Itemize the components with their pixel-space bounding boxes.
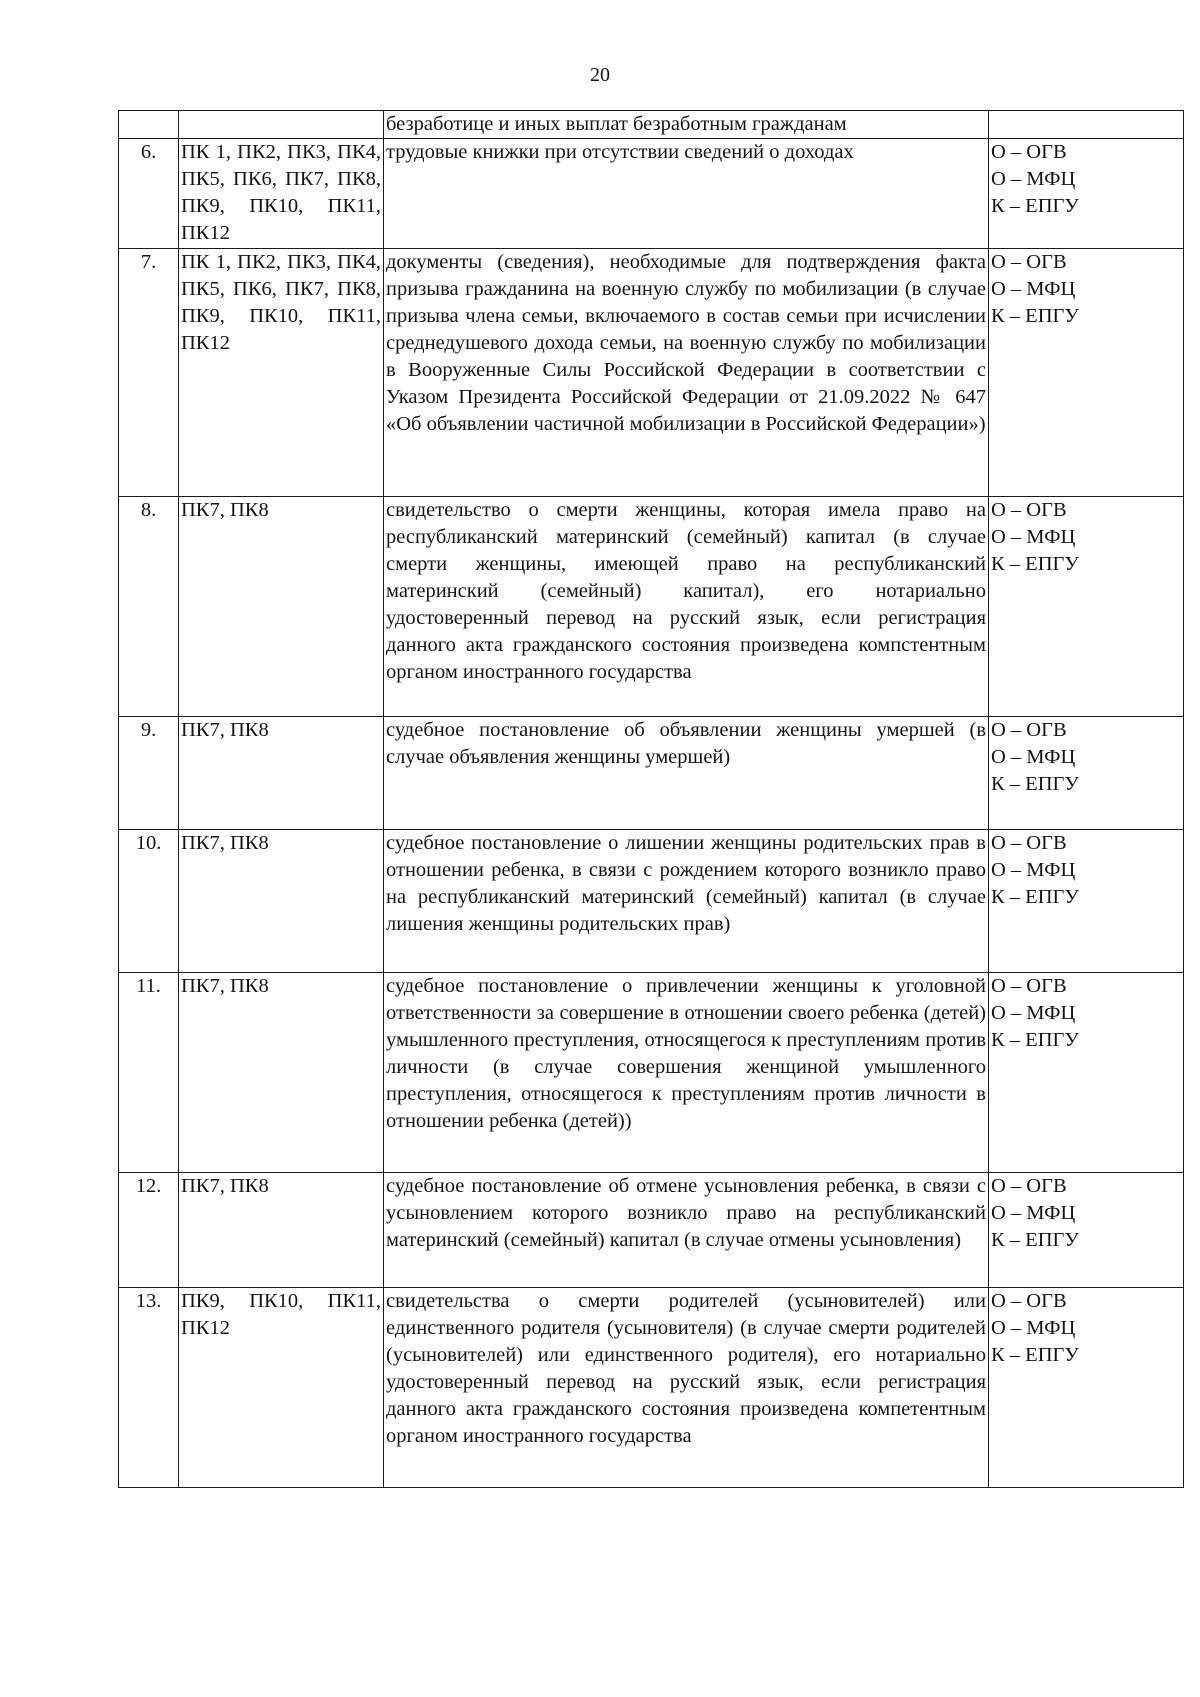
row-responsible [989, 973, 1184, 1173]
row-codes: ПК7, ПК8 [179, 497, 384, 717]
responsible-line: К – ЕПГУ [991, 1029, 1079, 1051]
responsible-line: О – МФЦ [991, 526, 1076, 548]
row-codes: ПК7, ПК8 [179, 717, 384, 830]
row-number-cell [119, 111, 179, 139]
responsible-line: О – МФЦ [991, 1002, 1076, 1024]
responsible-line: К – ЕПГУ [991, 886, 1079, 908]
row-number: 11. [119, 973, 179, 1173]
responsible-line: О – МФЦ [991, 278, 1076, 300]
row-description: трудовые книжки при отсутствии сведений о доходах [384, 139, 989, 249]
row-responsible [989, 1288, 1184, 1488]
row-codes: ПК 1, ПК2, ПК3, ПК4, ПК5, ПК6, ПК7, ПК8, ПК9, ПК10, ПК11, ПК12 [179, 139, 384, 249]
responsible-line: К – ЕПГУ [991, 553, 1079, 575]
table-row [119, 1173, 1184, 1288]
row-number: 8. [119, 497, 179, 717]
responsible-line: О – ОГВ [991, 1290, 1067, 1312]
row-description: судебное постановление об объявлении женщины умершей (в случае объявления женщины умершей) [384, 717, 989, 830]
responsible-line: К – ЕПГУ [991, 305, 1079, 327]
row-codes: ПК 1, ПК2, ПК3, ПК4, ПК5, ПК6, ПК7, ПК8, ПК9, ПК10, ПК11, ПК12 [179, 249, 384, 497]
row-number: 6. [119, 139, 179, 249]
row-description: безработице и иных выплат безработным гражданам [384, 111, 989, 139]
responsible-line: О – МФЦ [991, 1202, 1076, 1224]
responsible-line: О – ОГВ [991, 719, 1067, 741]
responsible-line: К – ЕПГУ [991, 773, 1079, 795]
table-row-continuation [119, 111, 1184, 139]
row-number: 9. [119, 717, 179, 830]
table-row [119, 139, 1184, 249]
row-number: 13. [119, 1288, 179, 1488]
row-number: 12. [119, 1173, 179, 1288]
row-responsible [989, 497, 1184, 717]
row-description: судебное постановление об отмене усыновления ребенка, в связи с усыновлением которого возникло право на республиканский материнский (семейный) капитал (в случае отмены усыновления) [384, 1173, 989, 1288]
responsible-line: О – МФЦ [991, 746, 1076, 768]
row-description: судебное постановление о привлечении женщины к уголовной ответственности за совершение в отношении своего ребенка (детей) умышленного преступления, относящегося к преступлениям против личности (в случае совершения женщиной умышленного преступления, относящегося к преступлениям против личности в отношении ребенка (детей)) [384, 973, 989, 1173]
table-row [119, 497, 1184, 717]
row-codes: ПК7, ПК8 [179, 1173, 384, 1288]
responsible-line: О – ОГВ [991, 141, 1067, 163]
row-codes: ПК7, ПК8 [179, 973, 384, 1173]
row-responsible [989, 1173, 1184, 1288]
row-responsible [989, 830, 1184, 973]
responsible-line: О – ОГВ [991, 251, 1067, 273]
responsible-line: О – ОГВ [991, 832, 1067, 854]
row-description: свидетельство о смерти женщины, которая имела право на республиканский материнский (семейный) капитал (в случае смерти женщины, имеющей право на республиканский материнский (семейный) капитал), его нотариально удостоверенный перевод на русский язык, если регистрация данного акта гражданского состояния произведена компстентным органом иностранного государства [384, 497, 989, 717]
page-number: 20 [590, 64, 610, 86]
responsible-line: О – ОГВ [991, 975, 1067, 997]
responsible-line: О – МФЦ [991, 168, 1076, 190]
row-description: свидетельства о смерти родителей (усыновителей) или единственного родителя (усыновителя) (в случае смерти родителей (усыновителей) или единственного родителя), его нотариально удостоверенный перевод на русский язык, если регистрация данного акта гражданского состояния произведена компетентным органом иностранного государства [384, 1288, 989, 1488]
row-codes-cell [179, 111, 384, 139]
row-codes: ПК9, ПК10, ПК11, ПК12 [179, 1288, 384, 1488]
table-row [119, 1288, 1184, 1488]
row-codes: ПК7, ПК8 [179, 830, 384, 973]
responsible-line: К – ЕПГУ [991, 1344, 1079, 1366]
table-row [119, 973, 1184, 1173]
row-responsible [989, 717, 1184, 830]
responsible-line: О – ОГВ [991, 499, 1067, 521]
table-row [119, 249, 1184, 497]
documents-table [118, 110, 1184, 1488]
responsible-line: К – ЕПГУ [991, 1229, 1079, 1251]
row-responsible [989, 249, 1184, 497]
row-description: документы (сведения), необходимые для подтверждения факта призыва гражданина на военную службу по мобилизации (в случае призыва члена семьи, включаемого в состав семьи при исчислении среднедушевого дохода семьи, на военную службу по мобилизации в Вооруженные Силы Российской Федерации в соответствии с Указом Президента Российской Федерации от 21.09.2022 № 647 «Об объявлении частичной мобилизации в Российской Федерации») [384, 249, 989, 497]
row-responsible [989, 139, 1184, 249]
responsible-line: К – ЕПГУ [991, 195, 1079, 217]
row-number: 10. [119, 830, 179, 973]
row-responsible-cell [989, 111, 1184, 139]
responsible-line: О – МФЦ [991, 1317, 1076, 1339]
responsible-line: О – ОГВ [991, 1175, 1067, 1197]
row-description: судебное постановление о лишении женщины родительских прав в отношении ребенка, в связи с рождением которого возникло право на республиканский материнский (семейный) капитал (в случае лишения женщины родительских прав) [384, 830, 989, 973]
table-row [119, 830, 1184, 973]
responsible-line: О – МФЦ [991, 859, 1076, 881]
table-row [119, 717, 1184, 830]
row-number: 7. [119, 249, 179, 497]
